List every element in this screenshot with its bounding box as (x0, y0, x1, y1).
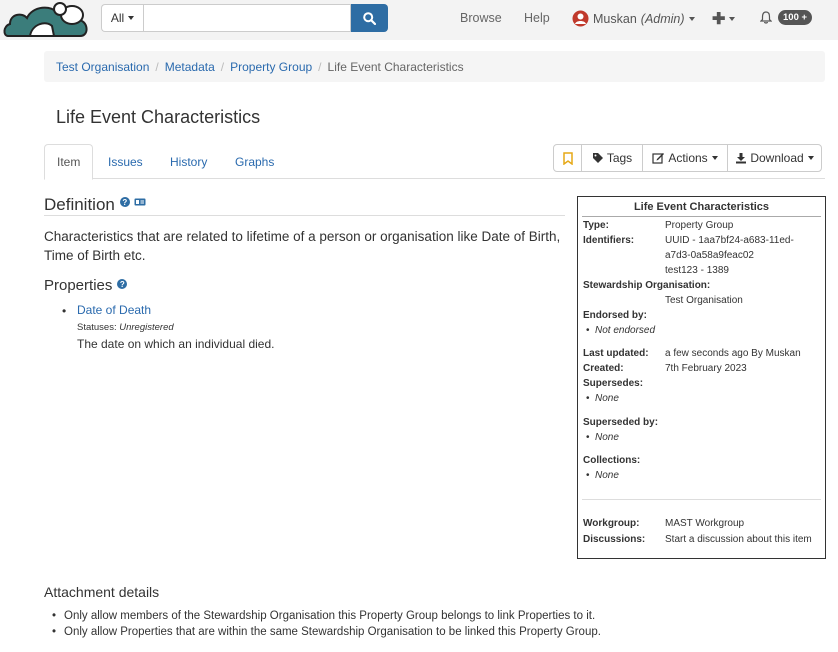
tags-button[interactable] (581, 144, 643, 172)
last-updated-value: a few seconds ago By Muskan (665, 348, 801, 359)
help-icon[interactable]: ? (117, 279, 127, 289)
tag-icon (592, 152, 604, 164)
search-group (101, 4, 388, 32)
endorsed-label: Endorsed by: (583, 310, 647, 321)
download-dropdown[interactable] (727, 144, 822, 172)
help-icon[interactable]: ? (120, 197, 130, 207)
workgroup-label: Workgroup: (583, 518, 640, 529)
property-status-label: Statuses: (77, 322, 117, 333)
superseded-by-value: • None (595, 432, 619, 443)
attachment-rule-item: • Only allow Properties that are within the same Stewardship Organisation to be linked this Property Group. (64, 626, 601, 638)
breadcrumb-metadata[interactable]: Metadata (164, 59, 215, 74)
bookmark-icon (563, 152, 573, 165)
stewardship-link[interactable]: Test Organisation (665, 295, 743, 306)
search-icon (363, 12, 376, 25)
bell-icon (760, 11, 772, 24)
last-updated-label: Last updated: (583, 348, 649, 359)
breadcrumb-separator: / (318, 59, 322, 74)
breadcrumb-separator: / (220, 59, 225, 74)
created-label: Created: (583, 363, 624, 374)
chevron-down-icon (729, 17, 735, 21)
create-menu[interactable] (712, 9, 735, 29)
tab-history[interactable]: History (170, 154, 208, 169)
page-title: Life Event Characteristics (56, 107, 261, 127)
actions-label: Actions (668, 151, 708, 165)
properties-heading-row (44, 277, 127, 294)
property-status (77, 322, 174, 333)
endorsed-value: • Not endorsed (595, 325, 655, 336)
collections-label: Collections: (583, 455, 641, 466)
info-box-divider (582, 499, 821, 500)
chevron-down-icon (128, 16, 134, 20)
workgroup-link[interactable]: MAST Workgroup (665, 518, 745, 529)
attachment-heading: Attachment details (44, 584, 160, 600)
start-discussion-link[interactable]: Start a discussion about this item (665, 534, 812, 545)
notification-count-badge: 100 + (778, 10, 812, 25)
user-role: (Admin) (640, 11, 685, 26)
breadcrumb-test-organisation[interactable]: Test Organisation (56, 59, 150, 74)
superseded-by-label: Superseded by: (583, 417, 659, 428)
definition-heading: Definition (44, 195, 115, 214)
notifications-menu[interactable] (760, 10, 812, 25)
stewardship-label: Stewardship Organisation: (583, 280, 711, 291)
breadcrumb (44, 51, 825, 82)
breadcrumb-current: Life Event Characteristics (327, 59, 464, 74)
tab-graphs[interactable]: Graphs (235, 154, 275, 169)
info-box-title: Life Event Characteristics (582, 201, 821, 217)
search-scope-label: All (110, 11, 125, 25)
tags-label: Tags (606, 151, 633, 165)
attachment-rule-item: • Only allow members of the Stewardship Organisation this Property Group belongs to link Properties to it. (64, 610, 595, 622)
breadcrumb-property-group[interactable]: Property Group (230, 59, 313, 74)
id-card-icon[interactable] (134, 198, 146, 206)
app-logo[interactable] (2, 0, 92, 40)
user-menu[interactable] (572, 10, 695, 27)
search-scope-dropdown[interactable] (101, 4, 143, 32)
identifiers-label: Identifiers: (583, 235, 635, 246)
download-label: Download (750, 151, 804, 165)
chevron-down-icon (712, 156, 718, 160)
item-info-box (577, 196, 826, 559)
identifier-line: a7d3-0a58a9feac02 (665, 250, 754, 261)
nav-help-link[interactable]: Help (524, 11, 550, 25)
definition-text: Characteristics that are related to lifetime of a person or organisation like Date of Birth, Time of Birth etc. (44, 229, 561, 263)
nav-browse-link[interactable]: Browse (460, 11, 502, 25)
definition-heading-row (44, 195, 146, 215)
list-bullet: • (62, 304, 67, 318)
bookmark-button[interactable] (553, 144, 582, 172)
navbar (0, 0, 838, 40)
plus-icon: ✚ (712, 11, 726, 28)
definition-divider (44, 215, 565, 216)
search-input[interactable] (143, 4, 351, 32)
search-button[interactable] (351, 4, 388, 32)
tab-issues[interactable]: Issues (108, 154, 143, 169)
supersedes-label: Supersedes: (583, 378, 644, 389)
chevron-down-icon (689, 17, 695, 21)
user-name: Muskan (593, 11, 637, 26)
collections-value: • None (595, 470, 619, 481)
actions-dropdown[interactable] (642, 144, 728, 172)
breadcrumb-separator: / (155, 59, 159, 74)
download-icon (735, 152, 747, 164)
type-link[interactable]: Property Group (665, 220, 734, 231)
user-avatar-icon (572, 10, 589, 27)
edit-icon (652, 152, 665, 164)
created-value: 7th February 2023 (665, 363, 747, 374)
property-status-value: Unregistered (119, 322, 174, 333)
properties-heading: Properties (44, 277, 113, 294)
identifier-line: UUID - 1aa7bf24-a683-11ed- (665, 235, 794, 246)
identifier-line: test123 - 1389 (665, 265, 729, 276)
property-link[interactable]: Date of Death (77, 303, 152, 317)
discussions-label: Discussions: (583, 534, 646, 545)
chevron-down-icon (808, 156, 814, 160)
supersedes-value: • None (595, 393, 619, 404)
tab-item[interactable]: Item (44, 144, 93, 180)
item-action-buttons (553, 144, 822, 172)
property-description: The date on which an individual died. (77, 337, 275, 351)
type-label: Type: (583, 220, 609, 231)
